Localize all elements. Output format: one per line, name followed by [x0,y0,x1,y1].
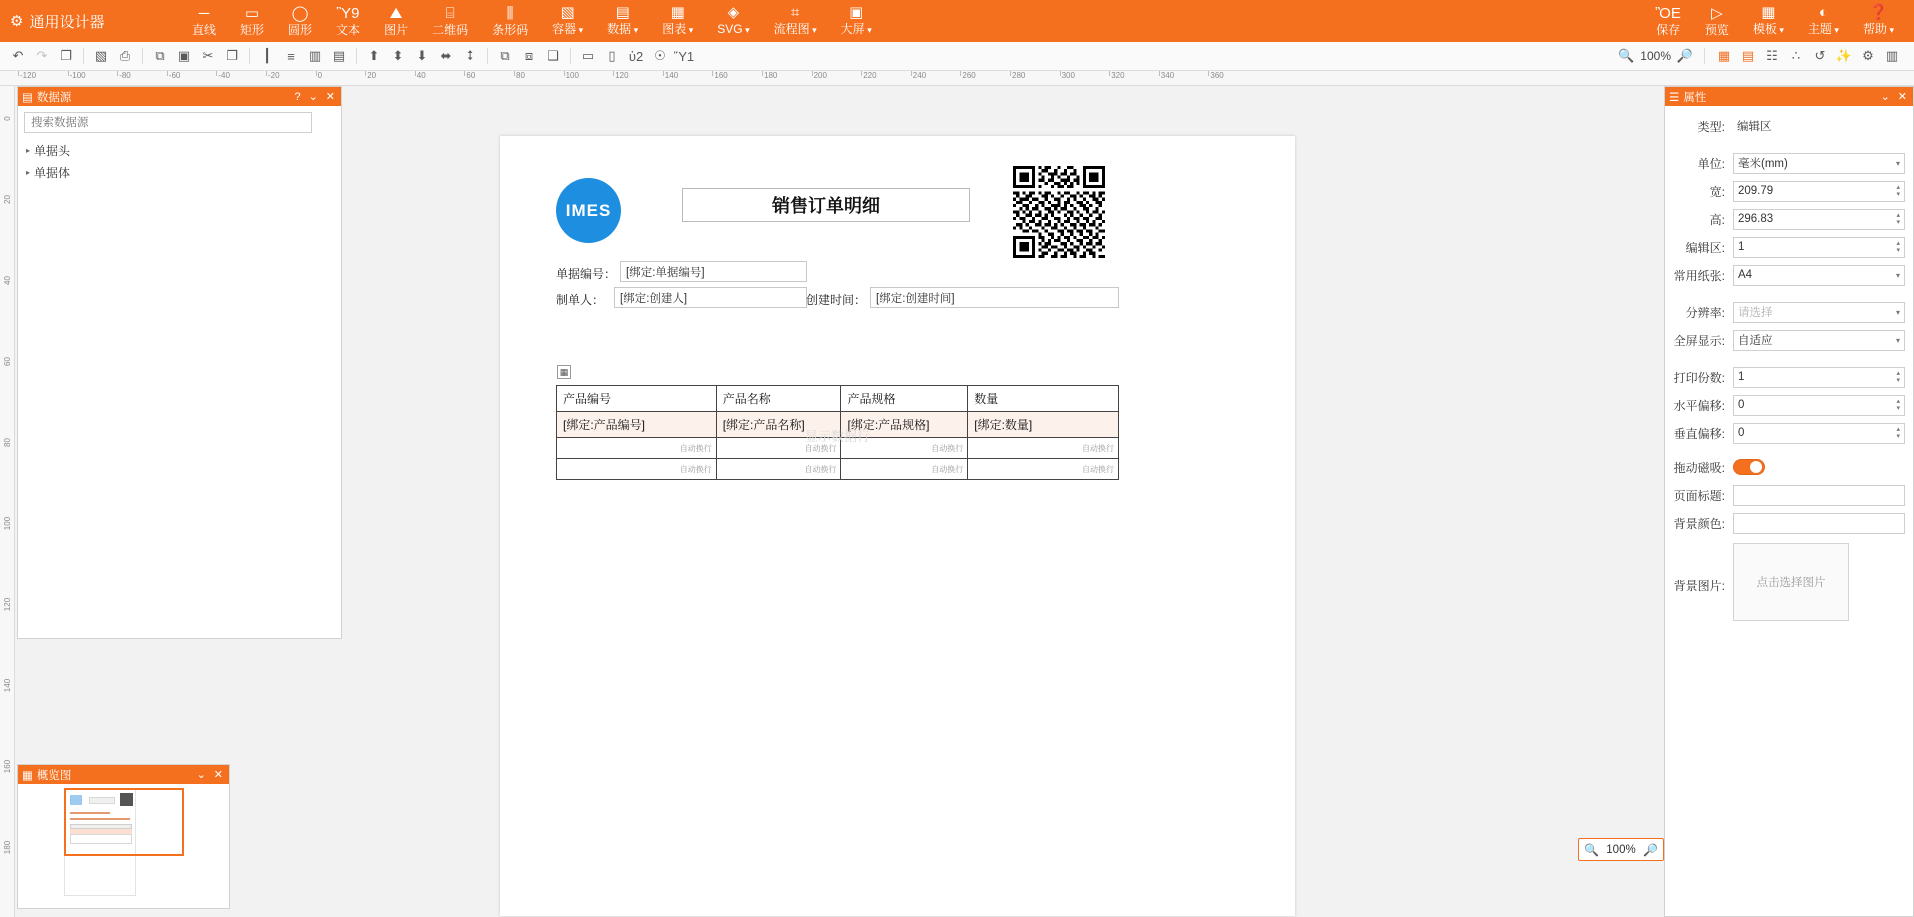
datasource-close-button[interactable]: ✕ [325,91,335,103]
property-value-select[interactable] [1733,330,1905,351]
align-center-h-button[interactable]: ≡ [287,48,295,64]
property-row [1671,261,1905,289]
property-label: 垂直偏移: [1673,426,1725,441]
preview-icon: ▷ [1711,4,1723,22]
table-watermark: 显示数据行 [804,429,870,444]
menu-item-preview[interactable] [1693,0,1741,42]
ruler-tick-h: -60 [168,71,181,80]
datasource-node-label: 单据头 [34,143,71,158]
ruler-tick-label: 160 [3,759,12,774]
field-value-create-time[interactable]: [绑定:创建时间] [870,287,1119,308]
menu-item-container[interactable] [540,0,595,42]
table-cell-auto[interactable]: 自动换行 [557,459,717,480]
list-view-button[interactable]: ☷ [1766,48,1778,63]
ruler-tick-h: 300 [1061,71,1075,80]
design-page[interactable] [500,136,1295,916]
rect-icon: ▭ [244,4,260,22]
menu-item-label: 帮助 ▾ [1863,22,1894,37]
property-value-label: 296.83 [1738,213,1774,225]
menu-item-label: 流程图 ▾ [774,22,817,37]
stepper-icon[interactable]: ▴ ▾ [1896,426,1900,440]
menu-item-label: 图片 [384,22,409,37]
property-value-select[interactable] [1733,265,1905,286]
lock-button[interactable]: ⎙ [119,48,131,63]
property-label: 水平偏移: [1673,398,1725,413]
ruler-tick-h: -20 [268,71,280,80]
menu-item-chart[interactable] [650,0,705,42]
align-right-button[interactable]: ▥ [308,48,322,63]
table-cell-auto[interactable]: 自动换行 [716,438,841,459]
bring-front-button[interactable]: ⧉ [500,48,510,63]
table-cell-auto[interactable]: 自动换行 [557,438,717,459]
table-cell-auto[interactable]: 自动换行 [716,459,841,480]
toolbar-separator [142,48,143,64]
property-label: 分辨率: [1685,305,1725,320]
property-collapse-button[interactable]: ⌄ [1880,91,1890,103]
overview-viewport-rect[interactable] [64,788,184,856]
table-row[interactable] [557,459,1119,480]
ruler-tick-label: 0 [3,116,12,121]
property-value-input[interactable] [1733,395,1905,416]
datasource-collapse-button[interactable]: ⌄ [308,91,318,103]
save-icon: ὋE [1655,4,1681,22]
property-label: 背景图片: [1673,579,1725,593]
menu-item-line[interactable] [180,0,228,42]
property-value-text [1733,116,1905,137]
property-close-button[interactable]: ✕ [1897,91,1907,103]
menu-item-help[interactable] [1851,0,1906,42]
table-cell-auto[interactable]: 自动换行 [841,459,968,480]
page-title-input[interactable] [1733,485,1905,506]
ruler-tick-v [0,678,15,693]
datasource-tree [18,135,341,187]
stepper-icon[interactable]: ▴ ▾ [1896,370,1900,384]
ruler-tick-v [0,195,15,204]
table-row[interactable] [557,438,1119,459]
datasource-node[interactable] [26,161,333,183]
overview-close-button[interactable]: ✕ [213,769,223,781]
property-value-label: 编辑区 [1737,121,1772,133]
table-header-row [557,386,1119,412]
qr-code-element[interactable] [1013,166,1105,258]
gear-icon: ⚙ [10,12,24,30]
svg-icon: ◈ [727,4,740,21]
ruler-tick-h: -80 [119,71,131,80]
zoom-out-icon[interactable]: 🔍 [1618,48,1635,63]
ruler-tick-h: 240 [912,71,927,80]
overview-icon: ▦ [22,769,33,782]
property-row [1671,205,1905,233]
table-cell-bound[interactable]: [绑定:产品名称] [716,412,841,438]
ruler-tick-h: -40 [218,71,230,80]
property-value-label: 请选择 [1738,307,1773,319]
distribute-v-button[interactable]: ⭥ [466,48,474,63]
property-row [1671,149,1905,177]
detail-table[interactable] [556,385,1119,480]
property-row [1671,509,1905,537]
container-icon: ▧ [560,4,575,21]
delete-button[interactable]: Ὕ1 [673,48,695,64]
ruler-tick-v [0,759,15,774]
datasource-node-label: 单据体 [34,165,71,180]
ruler-tick-v [0,516,15,531]
property-value-label: 1 [1738,371,1745,383]
report-title-box[interactable]: 销售订单明细 [682,188,970,222]
zoom-in-icon[interactable]: 🔎 [1643,842,1658,857]
menu-item-qrcode[interactable] [420,0,480,42]
template-icon: ▦ [1761,4,1776,21]
field-label-doc-no: 单据编号： [556,267,617,281]
property-row [1671,363,1905,391]
datasource-search-input[interactable] [24,112,312,133]
property-label: 打印份数: [1673,370,1725,385]
background-color-input[interactable] [1733,513,1905,534]
field-value-doc-no[interactable]: [绑定:单据编号] [620,261,807,282]
property-label: 单位: [1697,156,1725,171]
menu-item-rect[interactable] [228,0,276,42]
property-value-select[interactable] [1733,302,1905,323]
property-panel-header [1665,87,1913,106]
datasource-panel [17,86,342,639]
property-value-input[interactable] [1733,181,1905,202]
property-value-input[interactable] [1733,209,1905,230]
ruler-tick-v [0,438,15,447]
property-row [1671,177,1905,205]
toolbar-separator [83,48,84,64]
ruler-tick-h: 140 [664,71,679,80]
unlock-element-button[interactable]: ☉ [654,48,666,63]
property-value-input[interactable] [1733,237,1905,258]
align-middle-button[interactable]: ⬍ [392,48,404,63]
table-cell-auto[interactable]: 自动换行 [841,438,968,459]
table-column-header[interactable]: 产品编号 [557,386,717,412]
ruler-tick-v [0,597,15,612]
ruler-tick-h: 120 [615,71,629,80]
main-menu [180,0,884,42]
property-value-label: 1 [1738,241,1745,253]
overview-panel-title: 概览图 [36,769,72,782]
menu-item-svg[interactable] [705,0,761,42]
ruler-tick-v [0,357,15,366]
property-value-label: 0 [1738,399,1745,411]
properties-icon: ☰ [1669,91,1680,104]
database-icon: ▤ [22,91,33,104]
ruler-tick-h: 60 [466,71,476,80]
cut-button[interactable]: ✂ [202,48,214,63]
property-label: 页面标题: [1673,488,1725,503]
datasource-node[interactable] [26,139,333,161]
property-row-background-image [1671,537,1905,623]
overview-collapse-button[interactable]: ⌄ [196,769,206,781]
company-logo[interactable]: IMES [556,178,621,243]
same-width-button[interactable]: ▭ [581,48,595,63]
menu-item-label: 模板 ▾ [1753,22,1784,37]
circle-icon: ◯ [291,4,309,22]
drag-magnet-toggle[interactable] [1733,459,1765,475]
ruler-tick-h: 100 [565,71,579,80]
property-label: 常用纸张: [1673,268,1725,283]
property-row [1671,112,1905,140]
table-column-header[interactable]: 产品名称 [716,386,841,412]
ruler-tick-h: -100 [69,71,86,80]
field-value-creator[interactable]: [绑定:创建人] [614,287,807,308]
ruler-tick-label: 40 [3,276,12,285]
menu-item-label: 图表 ▾ [662,22,693,37]
ruler-tick-h: 360 [1210,71,1224,80]
property-row [1671,481,1905,509]
distribute-h-button[interactable]: ⬌ [440,48,452,63]
toolbar-zoom-value[interactable]: 100% [1640,49,1671,63]
property-label: 编辑区: [1685,240,1725,255]
chevron-right-icon[interactable]: ▸ [26,167,31,177]
copy-button[interactable]: ⧉ [155,48,165,63]
menu-item-label: 二维码 [432,22,469,37]
menu-item-image[interactable] [372,0,420,42]
align-tool-button[interactable]: ∴ [1791,48,1801,63]
ruler-tick-v [0,276,15,285]
property-row [1671,298,1905,326]
toolbar-separator [249,48,250,64]
property-label: 背景颜色: [1673,516,1725,531]
ruler-tick-label: 180 [3,840,12,855]
menu-item-label: 预览 [1704,22,1729,37]
ruler-tick-h: 20 [367,71,377,80]
zoom-out-icon[interactable]: 🔍 [1584,842,1599,857]
menu-item-save[interactable] [1644,0,1693,42]
align-left-button[interactable]: ┃ [263,48,271,63]
property-value-label: 209.79 [1738,185,1774,197]
overview-thumbnail[interactable] [18,784,229,908]
chevron-down-icon[interactable]: ▾ [1895,270,1900,280]
ruler-tick-label: 80 [3,438,12,447]
ruler-tick-h: 40 [416,71,426,80]
ruler-tick-h: -120 [20,71,37,80]
canvas-zoom-widget[interactable] [1578,838,1664,861]
undo-button[interactable]: ↶ [12,48,24,63]
toolbar-separator [487,48,488,64]
property-value-label: 0 [1738,427,1745,439]
menu-item-data[interactable] [595,0,650,42]
align-bottom-button[interactable]: ⬇ [416,48,428,63]
ruler-tick-h: 180 [764,71,778,80]
canvas-zoom-value: 100% [1606,843,1636,856]
chart-icon: ▦ [670,4,685,21]
menu-item-label: 直线 [192,22,217,37]
stepper-icon[interactable]: ▴ ▾ [1896,184,1900,198]
property-row [1671,326,1905,354]
chevron-right-icon[interactable]: ▸ [26,145,31,155]
ruler-tick-h: 220 [863,71,877,80]
same-height-button[interactable]: ▯ [608,48,616,63]
menu-item-label: 矩形 [240,22,265,37]
ruler-tick-h: 200 [813,71,827,80]
align-justify-button[interactable]: ▤ [332,48,346,63]
ruler-tick-h: 340 [1160,71,1175,80]
ruler-tick-h: 80 [516,71,525,80]
datasource-panel-title: 数据源 [36,91,72,104]
menu-item-label: SVG ▾ [717,22,749,37]
field-label-creator: 制单人： [556,293,605,307]
background-image-picker[interactable]: 点击选择图片 [1733,543,1849,621]
menu-item-flow[interactable] [762,0,829,42]
property-label: 高: [1709,212,1725,227]
ruler-tick-v [0,114,15,123]
qrcode-icon: ⌸ [445,4,455,22]
property-row [1671,391,1905,419]
panel-toggle-button[interactable]: ▥ [1885,48,1899,63]
property-row [1671,419,1905,447]
table-cell-auto[interactable]: 自动换行 [968,438,1119,459]
property-label: 拖动磁吸: [1673,460,1725,475]
ruler-tick-label: 120 [3,597,12,612]
ruler-tick-v [0,840,15,855]
stepper-icon[interactable]: ▴ ▾ [1896,212,1900,226]
layout-view-button[interactable]: ▤ [1741,48,1755,63]
table-column-header[interactable]: 产品规格 [841,386,968,412]
ruler-tick-h: 160 [714,71,728,80]
toolbar-separator [570,48,571,64]
chevron-down-icon[interactable]: ▾ [1895,335,1900,345]
data-icon: ▤ [615,4,630,21]
chevron-down-icon[interactable]: ▾ [1895,158,1900,168]
table-cell-bound[interactable]: [绑定:产品规格] [841,412,968,438]
lock-element-button[interactable]: ὑ2 [628,48,644,64]
menu-item-circle[interactable] [276,0,324,42]
property-list [1665,106,1913,623]
group-button[interactable]: ❑ [547,48,559,63]
property-row-drag-magnet [1671,453,1905,481]
menu-item-barcode[interactable] [480,0,540,42]
menu-item-label: 数据 ▾ [607,22,638,37]
line-icon: ─ [198,4,210,22]
theme-icon: ◐ [1818,4,1828,21]
property-label: 类型: [1697,119,1725,134]
vertical-ruler [0,86,15,917]
table-cell-auto[interactable]: 自动换行 [968,459,1119,480]
screen-icon: ▣ [849,4,864,21]
menu-item-label: 保存 [1656,22,1681,37]
datasource-help-button[interactable]: ? [294,90,301,103]
property-panel-title: 属性 [1683,91,1707,104]
chevron-down-icon[interactable]: ▾ [1895,307,1900,317]
stepper-icon[interactable]: ▴ ▾ [1896,398,1900,412]
magic-button[interactable]: ✨ [1835,48,1853,63]
ruler-tick-label: 60 [3,357,12,366]
menu-item-label: 容器 ▾ [552,22,583,37]
help-icon: ❓ [1869,4,1888,21]
new-page-button[interactable]: ❐ [60,48,72,63]
flow-icon: ⌗ [790,4,800,21]
align-top-button[interactable]: ⬆ [368,48,380,63]
toolbar-separator [356,48,357,64]
text-icon: Ὓ9 [336,4,360,22]
app-title-label: 通用设计器 [29,13,105,31]
field-label-create-time: 创建时间： [806,293,867,307]
zoom-in-icon[interactable]: 🔎 [1676,48,1694,63]
top-menu-bar [0,0,1914,42]
property-value-label: A4 [1738,269,1753,281]
table-cell-bound[interactable]: [绑定:产品编号] [557,412,717,438]
property-row [1671,233,1905,261]
ruler-tick-label: 100 [3,516,12,531]
datasource-panel-header [18,87,341,106]
menu-item-screen[interactable] [829,0,884,42]
duplicate-button[interactable]: ❐ [226,48,238,63]
toolbar-separator [1704,48,1705,64]
redo-button: ↷ [36,48,48,63]
grid-view-button[interactable]: ▦ [1717,48,1731,63]
stepper-icon[interactable]: ▴ ▾ [1896,240,1900,254]
property-value-label: 毫米(mm) [1738,158,1788,170]
image-icon: ⛰ [389,4,403,22]
ruler-toggle-button[interactable]: ⚙ [1862,48,1874,63]
property-label: 全屏显示: [1673,333,1725,348]
history-button[interactable]: ↺ [1814,48,1826,63]
ruler-tick-h: 280 [1012,71,1026,80]
menu-item-text[interactable] [324,0,372,42]
table-column-header[interactable]: 数量 [968,386,1119,412]
qr-code-icon [1013,166,1105,258]
overview-panel [17,764,230,909]
send-back-button[interactable]: ⧈ [524,48,534,63]
toolbar [0,42,1914,71]
table-row[interactable] [557,412,1119,438]
menu-item-theme[interactable] [1796,0,1851,42]
ruler-tick-label: 140 [3,678,12,693]
ruler-tick-h: 0 [317,71,323,80]
file-button[interactable]: ▧ [94,48,108,63]
property-value-input[interactable] [1733,423,1905,444]
table-icon[interactable]: ▦ [557,365,571,379]
menu-item-label: 圆形 [288,22,313,37]
menu-item-label: 文本 [336,22,361,37]
menu-item-label: 主题 ▾ [1808,22,1839,37]
app-title [0,11,180,32]
property-value-input[interactable] [1733,367,1905,388]
ruler-tick-h: 260 [962,71,976,80]
horizontal-ruler [0,71,1914,86]
table-cell-bound[interactable]: [绑定:数量] [968,412,1119,438]
menu-item-label: 大屏 ▾ [841,22,872,37]
property-value-label: 自适应 [1738,335,1773,347]
menu-item-template[interactable] [1741,0,1796,42]
top-menu-right [1644,0,1914,42]
property-value-select[interactable] [1733,153,1905,174]
barcode-icon: ⫼ [506,4,514,22]
overview-panel-header [18,765,229,784]
property-label: 宽: [1709,184,1725,199]
property-panel [1664,86,1914,917]
paste-button[interactable]: ▣ [177,48,191,63]
ruler-tick-label: 20 [3,195,12,204]
menu-item-label: 条形码 [492,22,529,37]
ruler-tick-h: 320 [1111,71,1125,80]
